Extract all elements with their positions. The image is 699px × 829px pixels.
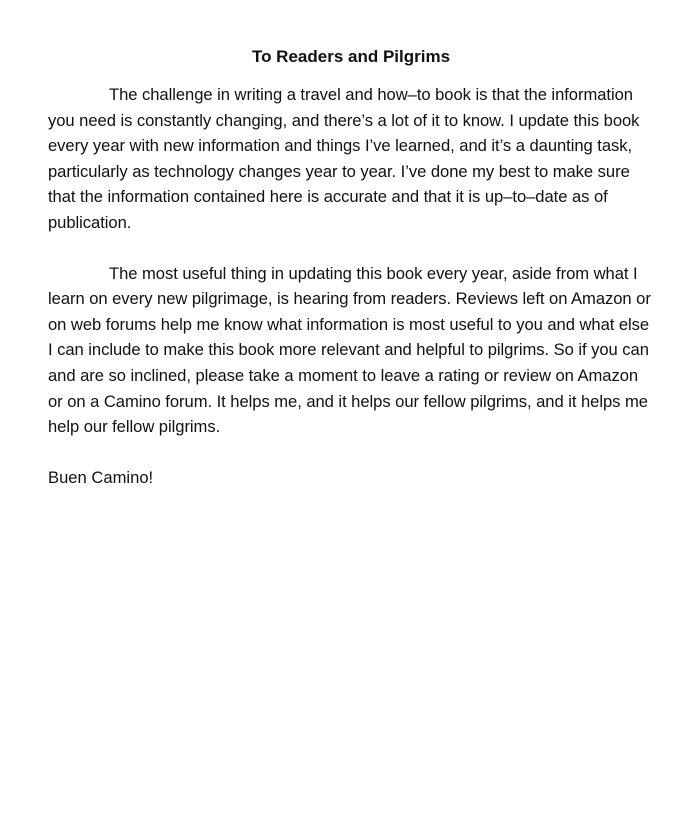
paragraph-intro: The challenge in writing a travel and how–to book is that the information you need is constantly changing, and there’s a lot of it to know. I update this book every year with new information and things I’ve learned, and it’s a daunting task, particularly as technology changes year to year. I’ve done my best to make sure that the information contained here is accurate and that it is up–to–date as of publication. — [48, 85, 640, 232]
closing-line: Buen Camino! — [48, 467, 154, 487]
document-page — [48, 44, 654, 490]
paragraph-reviews: The most useful thing in updating this book every year, aside from what I learn on every new pilgrimage, is hearing from readers. Reviews left on Amazon or on web forums help me know what information is most useful to you and what else I can include to make this book more relevant and helpful to pilgrims. So if you can and are so inclined, please take a moment to leave a rating or review on Amazon or on a Camino forum. It helps me, and it helps our fellow pilgrims, and it helps me help our fellow pilgrims. — [48, 263, 651, 437]
page-title: To Readers and Pilgrims — [251, 47, 451, 66]
